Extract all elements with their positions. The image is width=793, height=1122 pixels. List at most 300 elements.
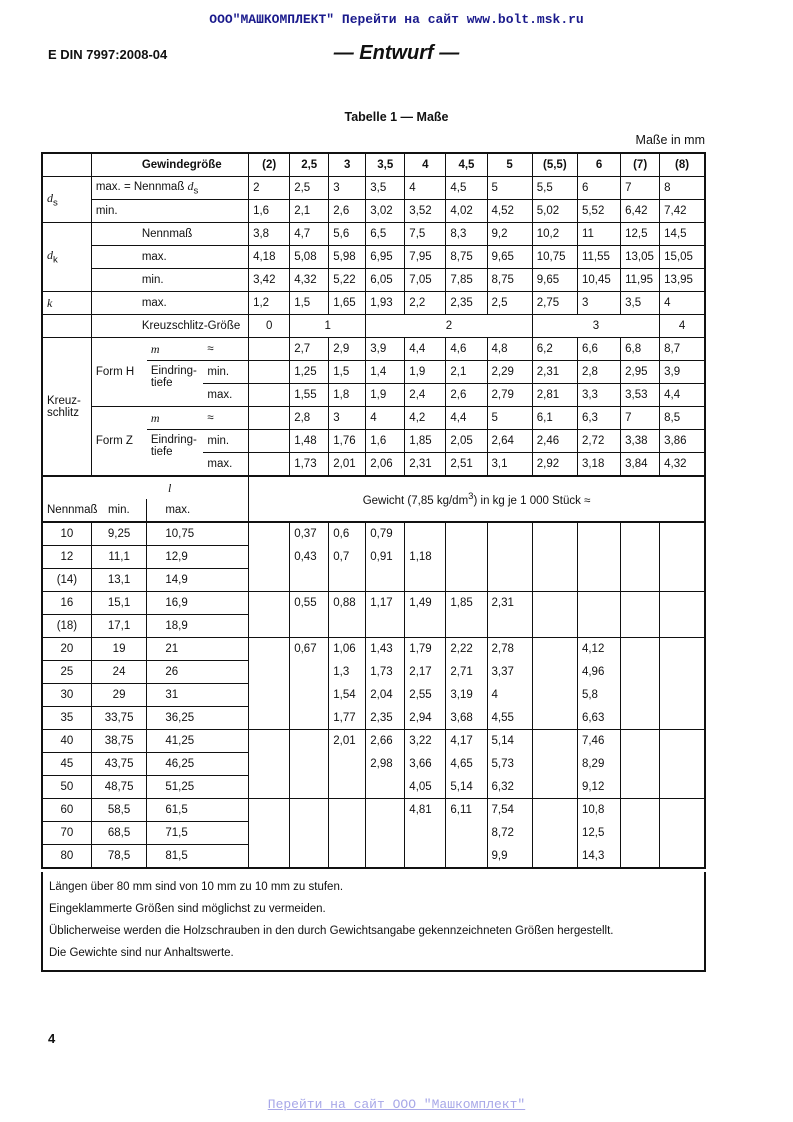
ds-value: 2: [253, 182, 260, 194]
recess-value-cell: [446, 407, 487, 430]
k-value: 2,5: [491, 297, 508, 309]
recess-value: 3,84: [625, 458, 648, 470]
length-nenn: 45: [60, 758, 74, 770]
weight-value-cell: [660, 730, 705, 753]
thread-size: 3: [344, 159, 351, 171]
weight-value-cell: [577, 730, 620, 753]
recess-value-cell: [290, 338, 329, 361]
cross-size-value: 1: [324, 320, 331, 332]
length-row: [42, 592, 705, 615]
thread-size-cell: [660, 153, 705, 177]
weight-value-cell: [621, 822, 660, 845]
cross-size-value: 0: [265, 320, 273, 332]
weight-value-cell: [577, 615, 620, 638]
k-value-cell: [532, 292, 577, 315]
weight-value-cell: [290, 592, 329, 615]
length-max: 36,25: [165, 712, 195, 724]
weight-value-cell: [532, 592, 577, 615]
weight-value-cell: [290, 822, 329, 845]
k-value-cell: [487, 292, 532, 315]
recess-value-cell: [329, 361, 366, 384]
ds-value-cell: [660, 200, 705, 223]
weight-value: 5,8: [581, 689, 598, 701]
dk-value: 14,5: [664, 228, 687, 240]
weight-value: 1,43: [370, 643, 393, 656]
ds-value: 5,5: [536, 182, 553, 194]
length-max: 31: [165, 689, 179, 701]
weight-value-cell: [621, 522, 660, 546]
length-min-cell: [91, 753, 147, 776]
dk-value-cell: [532, 269, 577, 292]
weight-value-cell: [405, 753, 446, 776]
weight-value-cell: [577, 822, 620, 845]
weight-value-cell: [660, 707, 705, 730]
length-max-cell: [147, 615, 249, 638]
ds-value-cell: [366, 177, 405, 200]
recess-value-cell: [249, 407, 290, 430]
weight-value-cell: [405, 822, 446, 845]
weight-value: 4,17: [450, 735, 473, 748]
recess-value: 2,4: [409, 389, 426, 401]
length-row: [42, 822, 705, 845]
length-nenn: 35: [60, 712, 74, 724]
k-value-cell: [660, 292, 705, 315]
ds-value: 3,5: [370, 182, 387, 194]
recess-value-cell: [446, 361, 487, 384]
weight-value: 2,71: [450, 666, 473, 678]
recess-value-cell: [660, 453, 705, 477]
recess-value-cell: [577, 338, 620, 361]
length-row: [42, 776, 705, 799]
weight-value-cell: [487, 522, 532, 546]
weight-value-cell: [660, 661, 705, 684]
weight-value-cell: [487, 707, 532, 730]
length-min-cell: [91, 638, 147, 661]
weight-value-cell: [487, 592, 532, 615]
weight-value-cell: [249, 592, 290, 615]
weight-value-cell: [366, 684, 405, 707]
ds-value-cell: [405, 200, 446, 223]
weight-value-cell: [249, 638, 290, 661]
length-nenn: (18): [56, 620, 78, 632]
recess-value-cell: [577, 384, 620, 407]
weight-value: 6,32: [491, 780, 514, 793]
thread-size: 4,5: [458, 159, 475, 171]
weight-value-cell: [366, 661, 405, 684]
length-max: 14,9: [165, 574, 188, 586]
ds-value-cell: [532, 177, 577, 200]
recess-value: 2,31: [409, 458, 432, 470]
recess-value: 3,38: [625, 435, 648, 447]
weight-value-cell: [329, 753, 366, 776]
recess-value-cell: [446, 384, 487, 407]
dk-subscript: k: [53, 254, 58, 266]
length-row: [42, 845, 705, 869]
weight-value-cell: [446, 684, 487, 707]
length-nenn: 10: [60, 528, 74, 540]
thread-size: 5: [506, 159, 513, 171]
length-max: 71,5: [165, 827, 188, 839]
weight-value-cell: [487, 684, 532, 707]
ds-label: max. = Nennmaß: [95, 181, 188, 194]
weight-value-cell: [405, 546, 446, 569]
dk-symbol-cell: [42, 223, 91, 292]
recess-value-cell: [329, 430, 366, 453]
dk-value-cell: [660, 269, 705, 292]
recess-value-cell: [660, 407, 705, 430]
weight-value-cell: [660, 615, 705, 638]
dk-value-cell: [487, 223, 532, 246]
length-max-cell: [147, 638, 249, 661]
length-nenn: 20: [60, 643, 74, 655]
weight-value: 1,49: [409, 597, 432, 610]
weight-value-cell: [660, 822, 705, 845]
length-nenn: 30: [60, 689, 74, 701]
recess-value-cell: [621, 407, 660, 430]
dk-label: max.: [141, 251, 167, 263]
weight-value-cell: [446, 661, 487, 684]
length-nenn-header: Nennmaß: [47, 504, 98, 516]
length-min-cell: [91, 707, 147, 730]
weight-value-cell: [329, 684, 366, 707]
length-nenn: 60: [60, 804, 74, 816]
recess-form-label: Form H: [95, 366, 135, 378]
depth-label-cell: [147, 430, 204, 477]
weight-value: 0,79: [370, 528, 393, 541]
recess-value-cell: [577, 430, 620, 453]
weight-value-cell: [290, 684, 329, 707]
weight-value: 2,01: [333, 735, 356, 748]
recess-value: 1,48: [294, 435, 317, 447]
weight-value: 8,29: [581, 758, 605, 770]
dk-value: 6,05: [370, 274, 393, 286]
weight-value-cell: [290, 730, 329, 753]
dk-value-cell: [446, 269, 487, 292]
weight-value-cell: [621, 638, 660, 661]
weight-value-cell: [290, 776, 329, 799]
weight-value-cell: [249, 522, 290, 546]
length-nenn: 12: [60, 551, 74, 563]
thread-size: (8): [675, 159, 690, 171]
recess-value-cell: [487, 361, 532, 384]
recess-value-cell: [329, 407, 366, 430]
weight-value: 8,72: [491, 827, 514, 839]
ds-label-subscript: s: [193, 185, 199, 197]
cross-size-label-cell: [91, 315, 248, 338]
dk-value: 8,75: [491, 274, 514, 286]
recess-value-cell: [532, 407, 577, 430]
length-max: 81,5: [165, 850, 188, 862]
recess-max-cell: [203, 453, 248, 477]
ds-value: 7: [625, 182, 632, 194]
weight-value-cell: [487, 546, 532, 569]
weight-value-cell: [366, 845, 405, 869]
recess-min-cell: [203, 361, 248, 384]
recess-value-cell: [660, 338, 705, 361]
recess-value-cell: [366, 453, 405, 477]
recess-value-cell: [329, 384, 366, 407]
recess-value-cell: [487, 384, 532, 407]
thread-size-cell: [577, 153, 620, 177]
approx-sign: ≈: [207, 343, 214, 355]
recess-value-cell: [487, 430, 532, 453]
note-line: Die Gewichte sind nur Anhaltswerte.: [49, 947, 234, 959]
weight-value-cell: [366, 592, 405, 615]
dk-value-cell: [660, 223, 705, 246]
weight-value: 2,31: [491, 597, 514, 610]
dk-value: 9,2: [491, 228, 508, 240]
weight-value-cell: [290, 569, 329, 592]
draft-label: — Entwurf —: [333, 42, 460, 64]
weight-value-cell: [532, 546, 577, 569]
recess-form-label: Form Z: [95, 435, 133, 447]
weight-value-cell: [621, 615, 660, 638]
length-min: 19: [112, 643, 126, 655]
weight-value-cell: [290, 707, 329, 730]
dk-value-cell: [405, 223, 446, 246]
length-max: 41,25: [165, 735, 195, 747]
weight-value-cell: [621, 546, 660, 569]
length-min-cell: [91, 684, 147, 707]
dk-value: 7,5: [409, 228, 426, 240]
recess-value-cell: [487, 407, 532, 430]
weight-value: 2,94: [409, 711, 432, 724]
k-value: 2,2: [409, 297, 426, 309]
recess-value: 2,81: [536, 389, 560, 401]
dk-value-cell: [366, 269, 405, 292]
ds-value-cell: [405, 177, 446, 200]
recess-value: 1,9: [370, 389, 387, 401]
units-label: Maße in mm: [635, 133, 705, 147]
recess-value-cell: [487, 453, 532, 477]
dk-value: 5,6: [333, 228, 350, 240]
weight-value-cell: [249, 799, 290, 822]
length-row: [42, 638, 705, 661]
dk-value-cell: [329, 269, 366, 292]
weight-value-cell: [249, 845, 290, 869]
k-symbol-cell: [42, 292, 91, 315]
weight-value-cell: [532, 615, 577, 638]
recess-value: 2,6: [450, 389, 467, 401]
recess-value: 3,18: [581, 458, 605, 470]
recess-value: 2,7: [294, 343, 311, 355]
thread-size: (5,5): [543, 159, 567, 171]
ds-value-cell: [446, 177, 487, 200]
length-min-cell: [91, 799, 147, 822]
thread-size-cell: [366, 153, 405, 177]
weight-value-cell: [249, 730, 290, 753]
recess-m-cell: [147, 407, 204, 430]
weight-value-cell: [405, 730, 446, 753]
weight-value-cell: [405, 707, 446, 730]
weight-value-cell: [290, 845, 329, 869]
ds-symbol-cell: [42, 177, 91, 223]
weight-value: 1,79: [409, 643, 432, 656]
recess-value-cell: [405, 338, 446, 361]
ds-value: 1,6: [253, 205, 270, 217]
recess-value-cell: [621, 338, 660, 361]
weight-value: 1,18: [409, 551, 432, 563]
weight-value-cell: [487, 845, 532, 869]
weight-value: 4,96: [581, 666, 605, 678]
thread-size-cell: [329, 153, 366, 177]
weight-value: 2,66: [370, 735, 393, 748]
recess-value: 1,4: [370, 366, 387, 378]
k-value: 1,93: [370, 297, 393, 309]
weight-value: 12,5: [581, 827, 605, 839]
recess-value-cell: [446, 453, 487, 477]
length-min-header-cell: [91, 499, 147, 522]
weight-value-cell: [577, 776, 620, 799]
cross-size-row: [42, 315, 705, 338]
weight-value-cell: [660, 522, 705, 546]
weight-value-cell: [405, 776, 446, 799]
weight-value-cell: [532, 684, 577, 707]
length-nenn: 25: [60, 666, 74, 678]
dk-value-cell: [621, 246, 660, 269]
recess-label-2: schlitz: [47, 406, 79, 419]
ds-value: 2,6: [333, 205, 350, 217]
dk-value: 4,32: [294, 274, 317, 286]
dk-value-cell: [405, 269, 446, 292]
ds-label-cell: [91, 200, 248, 223]
dk-value-cell: [366, 246, 405, 269]
recess-value-cell: [532, 430, 577, 453]
dk-value: 13,05: [625, 251, 654, 263]
recess-value: 2,05: [450, 435, 473, 447]
length-max-cell: [147, 592, 249, 615]
weight-value-cell: [249, 776, 290, 799]
recess-form_z-row: [42, 407, 705, 430]
ds-value-cell: [660, 177, 705, 200]
recess-value-cell: [577, 453, 620, 477]
dk-value: 8,75: [450, 251, 473, 263]
weight-value-cell: [532, 822, 577, 845]
recess-value: 1,55: [294, 389, 317, 401]
weight-value-cell: [405, 799, 446, 822]
recess-label-1: Kreuz-: [47, 394, 81, 407]
recess-value: 3,53: [625, 389, 648, 401]
site-banner-link[interactable]: ООО"МАШКОМПЛЕКТ" Перейти на сайт www.bolt.msk.ru: [209, 12, 584, 27]
recess-value: 1,85: [409, 435, 432, 447]
k-label: max.: [141, 297, 167, 309]
dk-value: 3,8: [253, 228, 270, 240]
weight-value-cell: [660, 845, 705, 869]
weight-value: 4,81: [409, 804, 432, 817]
weight-value: 9,12: [581, 780, 605, 793]
length-max: 51,25: [165, 781, 195, 793]
weight-value-cell: [329, 799, 366, 822]
weight-label-end: ) in kg je 1 000 Stück ≈: [473, 494, 591, 507]
k-value-cell: [621, 292, 660, 315]
recess-value: 8,7: [664, 343, 681, 355]
recess-min-label: min.: [207, 435, 230, 447]
weight-value-cell: [446, 776, 487, 799]
recess-value-cell: [446, 430, 487, 453]
recess-value-cell: [660, 384, 705, 407]
length-row: [42, 799, 705, 822]
weight-value: 0,67: [294, 643, 317, 656]
recess-value: 1,8: [333, 389, 350, 401]
length-nenn: (14): [56, 574, 78, 586]
weight-value-cell: [621, 684, 660, 707]
weight-value-cell: [487, 638, 532, 661]
ds-value: 6: [581, 182, 589, 194]
k-value: 1,5: [294, 297, 311, 309]
ds-value-cell: [487, 200, 532, 223]
ds-value: 4,52: [491, 205, 514, 217]
table-title: Tabelle 1 — Maße: [344, 110, 449, 124]
recess-value-cell: [290, 407, 329, 430]
length-nenn-cell: [42, 707, 91, 730]
weight-value: 0,88: [333, 597, 356, 610]
recess-value-cell: [621, 361, 660, 384]
dk-value-cell: [249, 246, 290, 269]
recess-value: 6,3: [581, 412, 598, 424]
weight-value-cell: [577, 546, 620, 569]
length-row: [42, 753, 705, 776]
recess-max-label: max.: [207, 389, 233, 401]
recess-value: 6,2: [536, 343, 553, 355]
dk-value: 12,5: [625, 228, 648, 240]
dk-label-cell: [91, 223, 248, 246]
depth-label-1: Eindring-: [150, 365, 197, 377]
ds-value-cell: [487, 177, 532, 200]
length-nenn-cell: [42, 730, 91, 753]
weight-value-cell: [660, 776, 705, 799]
document-id: E DIN 7997:2008-04: [48, 47, 168, 62]
weight-value-cell: [446, 822, 487, 845]
length-min: 68,5: [107, 827, 131, 839]
recess-approx-cell: [203, 407, 248, 430]
footer-site-link[interactable]: Перейти на сайт ООО "Машкомплект": [267, 1097, 526, 1112]
dk-value: 4,7: [294, 228, 311, 240]
weight-value-cell: [487, 615, 532, 638]
weight-value-cell: [290, 615, 329, 638]
k-value-cell: [249, 292, 290, 315]
length-max: 18,9: [165, 620, 188, 632]
length-nenn-cell: [42, 592, 91, 615]
weight-value-cell: [532, 730, 577, 753]
recess-value-cell: [405, 430, 446, 453]
weight-value-cell: [621, 845, 660, 869]
length-row: [42, 522, 705, 546]
weight-value-cell: [329, 707, 366, 730]
recess-value: 4,4: [409, 343, 426, 355]
thread-size-label-cell: [91, 153, 248, 177]
recess-value-cell: [290, 453, 329, 477]
recess-value-cell: [329, 453, 366, 477]
weight-value-cell: [329, 592, 366, 615]
recess-value: 2,79: [491, 389, 514, 401]
length-nenn: 40: [60, 735, 74, 747]
weight-value: 3,19: [450, 689, 473, 701]
depth-label-cell: [147, 361, 204, 407]
weight-value: 6,11: [450, 804, 472, 817]
recess-value: 4,8: [491, 343, 508, 355]
recess-form-cell: [91, 407, 147, 477]
empty-cell: [42, 476, 91, 499]
weight-value-cell: [660, 753, 705, 776]
weight-value: 7,46: [581, 735, 605, 748]
recess-value-cell: [249, 361, 290, 384]
recess-value-cell: [405, 384, 446, 407]
weight-value-cell: [405, 638, 446, 661]
recess-value-cell: [366, 338, 405, 361]
recess-value-cell: [532, 384, 577, 407]
thread-size: 2,5: [301, 159, 318, 171]
dk-value-cell: [487, 246, 532, 269]
